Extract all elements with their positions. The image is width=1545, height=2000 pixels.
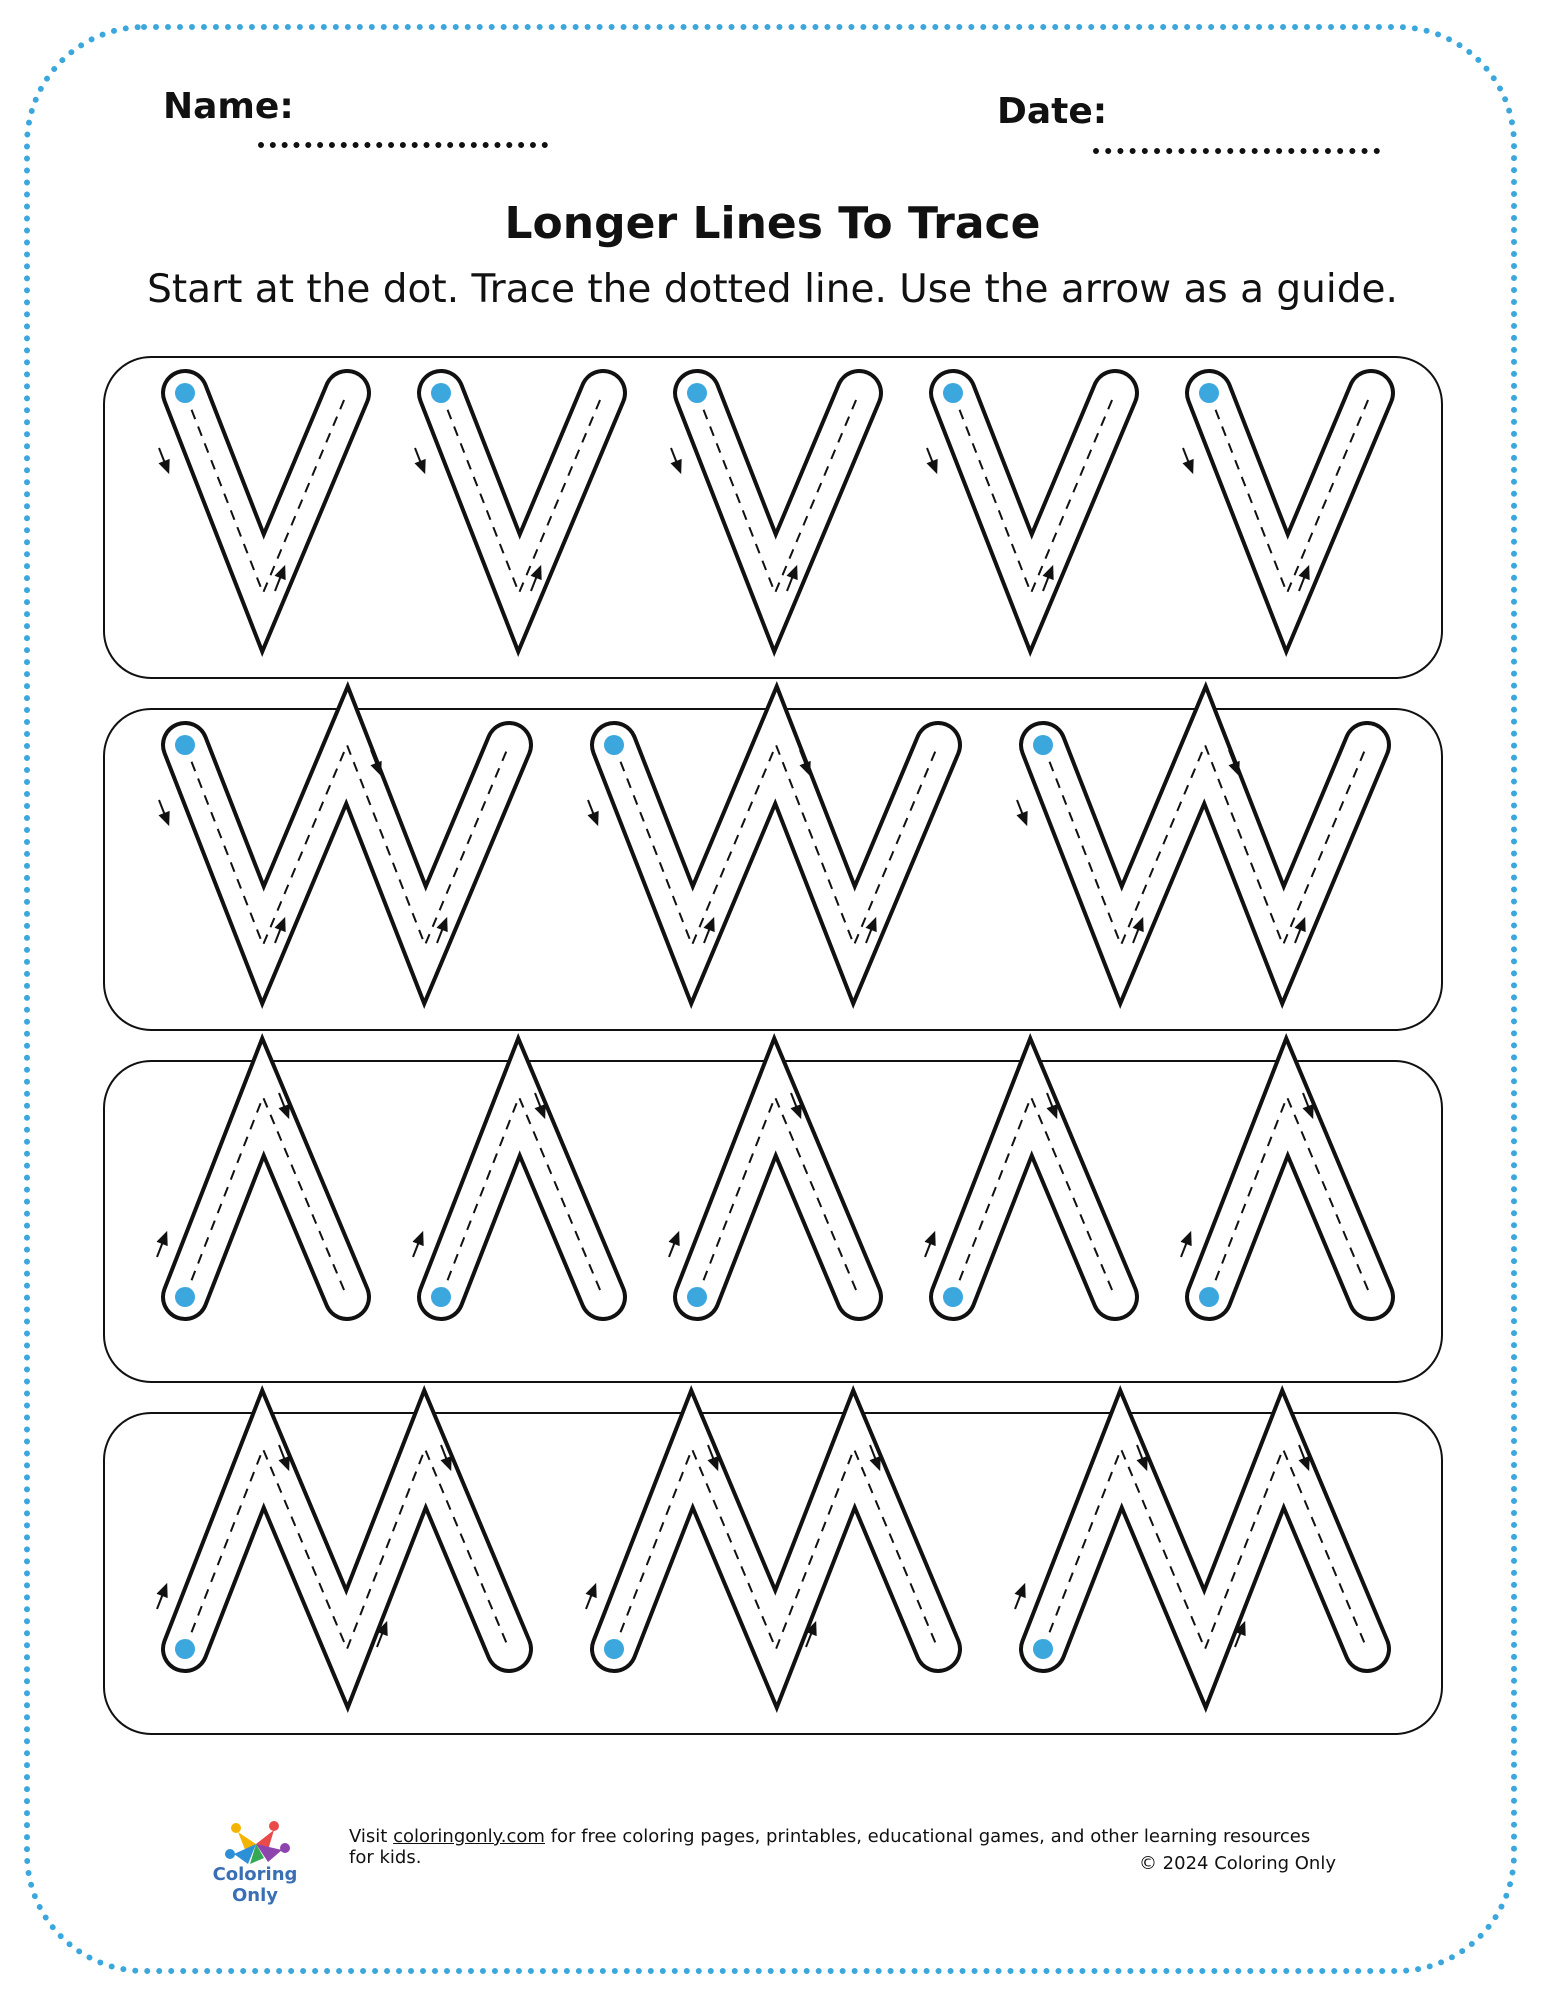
- start-dot-icon: [1199, 383, 1219, 403]
- direction-arrow-icon: [1014, 1583, 1025, 1609]
- V-shape-4: [926, 383, 1115, 593]
- W-shape-1: [158, 735, 509, 945]
- V-shape-2: [414, 383, 603, 593]
- V-shape-1: [158, 383, 347, 593]
- start-dot-icon: [1199, 1287, 1219, 1307]
- direction-arrow-icon: [412, 1231, 423, 1257]
- start-dot-icon: [604, 735, 624, 755]
- W-shape-2: [587, 735, 938, 945]
- date-label: Date:: [997, 91, 1108, 132]
- start-dot-icon: [687, 383, 707, 403]
- worksheet-title: Longer Lines To Trace: [504, 198, 1041, 249]
- direction-arrow-icon: [670, 448, 681, 474]
- inverted-V-shape-1: [156, 1093, 347, 1307]
- direction-arrow-icon: [158, 800, 169, 826]
- direction-arrow-icon: [924, 1231, 935, 1257]
- direction-arrow-icon: [156, 1231, 167, 1257]
- W-shape-3: [1016, 735, 1367, 945]
- start-dot-icon: [175, 1639, 195, 1659]
- inverted-V-shape-3: [668, 1093, 859, 1307]
- direction-arrow-icon: [414, 448, 425, 474]
- direction-arrow-icon: [585, 1583, 596, 1609]
- start-dot-icon: [175, 383, 195, 403]
- start-dot-icon: [604, 1639, 624, 1659]
- row-m-shapes: [103, 1412, 1443, 1735]
- V-shape-3: [670, 383, 859, 593]
- direction-arrow-icon: [926, 448, 937, 474]
- start-dot-icon: [1033, 1639, 1053, 1659]
- row-v-shapes: [103, 356, 1443, 679]
- start-dot-icon: [175, 735, 195, 755]
- row-w-shapes: [103, 708, 1443, 1031]
- start-dot-icon: [1033, 735, 1053, 755]
- direction-arrow-icon: [1180, 1231, 1191, 1257]
- direction-arrow-icon: [158, 448, 169, 474]
- M-shape-2: [585, 1445, 938, 1659]
- logo-text: Coloring Only: [212, 1864, 298, 1906]
- inverted-V-shape-4: [924, 1093, 1115, 1307]
- start-dot-icon: [687, 1287, 707, 1307]
- inverted-V-shape-2: [412, 1093, 603, 1307]
- m-shapes-drawing: [105, 1414, 1445, 1737]
- direction-arrow-icon: [156, 1583, 167, 1609]
- date-field[interactable]: [1093, 148, 1380, 154]
- name-label: Name:: [163, 86, 294, 127]
- start-dot-icon: [943, 383, 963, 403]
- name-field[interactable]: [258, 142, 548, 148]
- row-inverted-v-shapes: [103, 1060, 1443, 1383]
- direction-arrow-icon: [668, 1231, 679, 1257]
- direction-arrow-icon: [1182, 448, 1193, 474]
- V-shape-5: [1182, 383, 1371, 593]
- worksheet-instruction: Start at the dot. Trace the dotted line. Use the arrow as a guide.: [147, 267, 1398, 312]
- start-dot-icon: [431, 1287, 451, 1307]
- footer-visit-prefix: Visit: [349, 1826, 388, 1847]
- M-shape-3: [1014, 1445, 1367, 1659]
- M-shape-1: [156, 1445, 509, 1659]
- v-shapes-drawing: [105, 358, 1445, 681]
- start-dot-icon: [943, 1287, 963, 1307]
- start-dot-icon: [431, 383, 451, 403]
- direction-arrow-icon: [587, 800, 598, 826]
- footer-visit-suffix: for free coloring pages, printables, educational games, and other learning resources for kids.: [349, 1826, 1311, 1868]
- footer-copyright: © 2024 Coloring Only: [1138, 1853, 1336, 1874]
- inverted-v-shapes-drawing: [105, 1062, 1445, 1385]
- footer-site-link[interactable]: coloringonly.com: [393, 1826, 545, 1847]
- direction-arrow-icon: [1016, 800, 1027, 826]
- start-dot-icon: [175, 1287, 195, 1307]
- w-shapes-drawing: [105, 710, 1445, 1033]
- inverted-V-shape-5: [1180, 1093, 1371, 1307]
